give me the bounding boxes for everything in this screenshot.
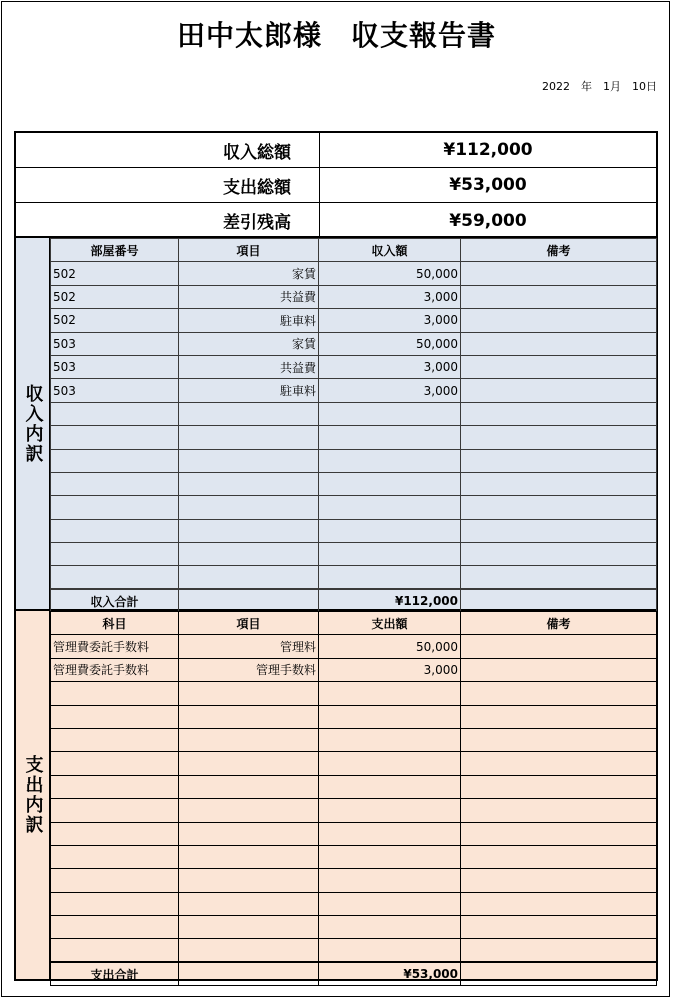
table-cell: 503 [51, 379, 179, 402]
table-cell [319, 752, 461, 775]
header-cell: 部屋番号 [51, 239, 179, 262]
table-cell [179, 752, 319, 775]
table-row [51, 752, 657, 775]
table-cell [51, 916, 179, 939]
table-cell [319, 775, 461, 798]
table-cell [179, 916, 319, 939]
table-cell [461, 916, 657, 939]
table-row [51, 939, 657, 962]
table-cell: 50,000 [319, 635, 461, 658]
table-cell [51, 543, 179, 566]
table-cell [51, 496, 179, 519]
table-cell [319, 682, 461, 705]
table-cell [319, 845, 461, 868]
table-cell [179, 939, 319, 962]
total-value: ¥53,000 [319, 962, 461, 985]
table-cell [461, 962, 657, 985]
table-cell [319, 728, 461, 751]
table-row [51, 682, 657, 705]
table-cell [51, 472, 179, 495]
table-row [51, 799, 657, 822]
table-row [51, 332, 657, 355]
table-cell [461, 728, 657, 751]
table-row [51, 402, 657, 425]
header-cell: 備考 [461, 239, 657, 262]
header-cell: 備考 [461, 612, 657, 635]
table-cell: 管理料 [179, 635, 319, 658]
table-cell [51, 822, 179, 845]
income-side-label: 収入内訳 [16, 238, 50, 609]
table-cell [51, 799, 179, 822]
summary-label: 支出総額 [16, 168, 320, 202]
total-label: 支出合計 [51, 962, 179, 985]
header-cell: 支出額 [319, 612, 461, 635]
table-cell [461, 775, 657, 798]
table-cell [461, 472, 657, 495]
table-cell [179, 589, 319, 612]
table-cell [319, 822, 461, 845]
table-cell [179, 962, 319, 985]
table-row [51, 635, 657, 658]
table-cell [319, 402, 461, 425]
header-cell: 収入額 [319, 239, 461, 262]
summary-value: ¥59,000 [449, 210, 527, 231]
table-cell [51, 845, 179, 868]
table-row [51, 543, 657, 566]
table-row [51, 869, 657, 892]
table-cell [461, 262, 657, 285]
table-cell [319, 916, 461, 939]
table-cell [51, 566, 179, 589]
summary-label: 収入総額 [16, 133, 320, 167]
table-cell [179, 519, 319, 542]
table-cell [179, 496, 319, 519]
income-header-row [51, 239, 657, 262]
table-cell [51, 705, 179, 728]
table-cell [319, 939, 461, 962]
income-table [50, 238, 657, 613]
total-label: 収入合計 [51, 589, 179, 612]
table-cell: 502 [51, 285, 179, 308]
table-row [51, 822, 657, 845]
report-date: 2022 年 1月 10日 [542, 80, 657, 93]
table-row [51, 519, 657, 542]
table-cell [319, 566, 461, 589]
table-cell [179, 449, 319, 472]
table-cell [179, 472, 319, 495]
table-row [51, 285, 657, 308]
table-cell [51, 402, 179, 425]
expense-header-row [51, 612, 657, 635]
table-cell [51, 682, 179, 705]
table-cell [179, 799, 319, 822]
table-cell: 駐車料 [179, 309, 319, 332]
table-cell: 3,000 [319, 658, 461, 681]
table-cell [461, 658, 657, 681]
table-row [51, 705, 657, 728]
table-cell [51, 752, 179, 775]
header-cell: 項目 [179, 239, 319, 262]
table-cell: 50,000 [319, 262, 461, 285]
table-cell: 3,000 [319, 379, 461, 402]
table-cell: 家賃 [179, 332, 319, 355]
expense-table [50, 611, 657, 986]
table-cell [179, 705, 319, 728]
table-cell [461, 402, 657, 425]
summary-row-expense [16, 168, 656, 203]
table-cell [461, 752, 657, 775]
expense-section [14, 611, 658, 981]
table-cell [51, 939, 179, 962]
expense-side-label: 支出内訳 [16, 611, 50, 979]
table-cell [319, 543, 461, 566]
table-cell [51, 519, 179, 542]
table-row [51, 472, 657, 495]
table-row [51, 775, 657, 798]
table-cell [461, 309, 657, 332]
table-row [51, 426, 657, 449]
table-row [51, 916, 657, 939]
table-cell: 家賃 [179, 262, 319, 285]
table-cell [461, 799, 657, 822]
table-cell [51, 775, 179, 798]
summary-label: 差引残高 [16, 203, 320, 238]
table-cell [319, 496, 461, 519]
table-cell: 503 [51, 332, 179, 355]
table-row [51, 262, 657, 285]
expense-total-row [51, 962, 657, 985]
table-cell [461, 869, 657, 892]
table-cell [319, 519, 461, 542]
table-cell [179, 682, 319, 705]
table-cell [51, 892, 179, 915]
table-cell: 3,000 [319, 309, 461, 332]
table-cell [51, 728, 179, 751]
table-cell [179, 775, 319, 798]
table-cell [179, 728, 319, 751]
table-cell [179, 426, 319, 449]
table-row [51, 728, 657, 751]
table-cell [319, 869, 461, 892]
summary-value: ¥53,000 [449, 175, 527, 195]
table-cell [461, 496, 657, 519]
table-row [51, 309, 657, 332]
summary-box [14, 131, 658, 238]
table-cell [461, 939, 657, 962]
table-cell [179, 892, 319, 915]
table-row [51, 355, 657, 378]
table-cell [319, 449, 461, 472]
table-row [51, 892, 657, 915]
table-cell [461, 892, 657, 915]
table-row [51, 379, 657, 402]
table-row [51, 845, 657, 868]
table-row [51, 658, 657, 681]
table-cell [319, 799, 461, 822]
table-row [51, 496, 657, 519]
table-cell [51, 449, 179, 472]
summary-row-balance [16, 203, 656, 238]
table-cell [179, 869, 319, 892]
table-cell: 管理費委託手数料 [51, 635, 179, 658]
table-cell [179, 543, 319, 566]
table-cell: 502 [51, 262, 179, 285]
table-cell [51, 869, 179, 892]
table-cell: 管理手数料 [179, 658, 319, 681]
table-cell [319, 426, 461, 449]
total-value: ¥112,000 [319, 589, 461, 612]
income-section [14, 238, 658, 611]
table-row [51, 566, 657, 589]
table-cell [461, 682, 657, 705]
table-cell [319, 705, 461, 728]
table-cell [461, 566, 657, 589]
table-cell [461, 845, 657, 868]
table-cell: 50,000 [319, 332, 461, 355]
table-cell [179, 845, 319, 868]
table-row [51, 449, 657, 472]
summary-row-income [16, 133, 656, 168]
table-cell [179, 402, 319, 425]
table-cell: 共益費 [179, 355, 319, 378]
table-cell [461, 822, 657, 845]
income-total-row [51, 589, 657, 612]
table-cell: 502 [51, 309, 179, 332]
table-cell [461, 379, 657, 402]
table-cell: 共益費 [179, 285, 319, 308]
summary-value: ¥112,000 [443, 140, 533, 160]
table-cell [51, 426, 179, 449]
table-cell: 3,000 [319, 285, 461, 308]
table-cell: 3,000 [319, 355, 461, 378]
table-cell [461, 543, 657, 566]
table-cell [461, 285, 657, 308]
table-cell: 駐車料 [179, 379, 319, 402]
table-cell [461, 519, 657, 542]
header-cell: 科目 [51, 612, 179, 635]
page-title: 田中太郎様 収支報告書 [176, 19, 496, 52]
table-cell: 503 [51, 355, 179, 378]
table-cell [461, 355, 657, 378]
table-cell [179, 566, 319, 589]
table-cell [461, 705, 657, 728]
header-cell: 項目 [179, 612, 319, 635]
table-cell: 管理費委託手数料 [51, 658, 179, 681]
table-cell [179, 822, 319, 845]
table-cell [319, 472, 461, 495]
table-cell [461, 589, 657, 612]
table-cell [461, 449, 657, 472]
table-cell [461, 426, 657, 449]
table-cell [461, 332, 657, 355]
table-cell [319, 892, 461, 915]
table-cell [461, 635, 657, 658]
